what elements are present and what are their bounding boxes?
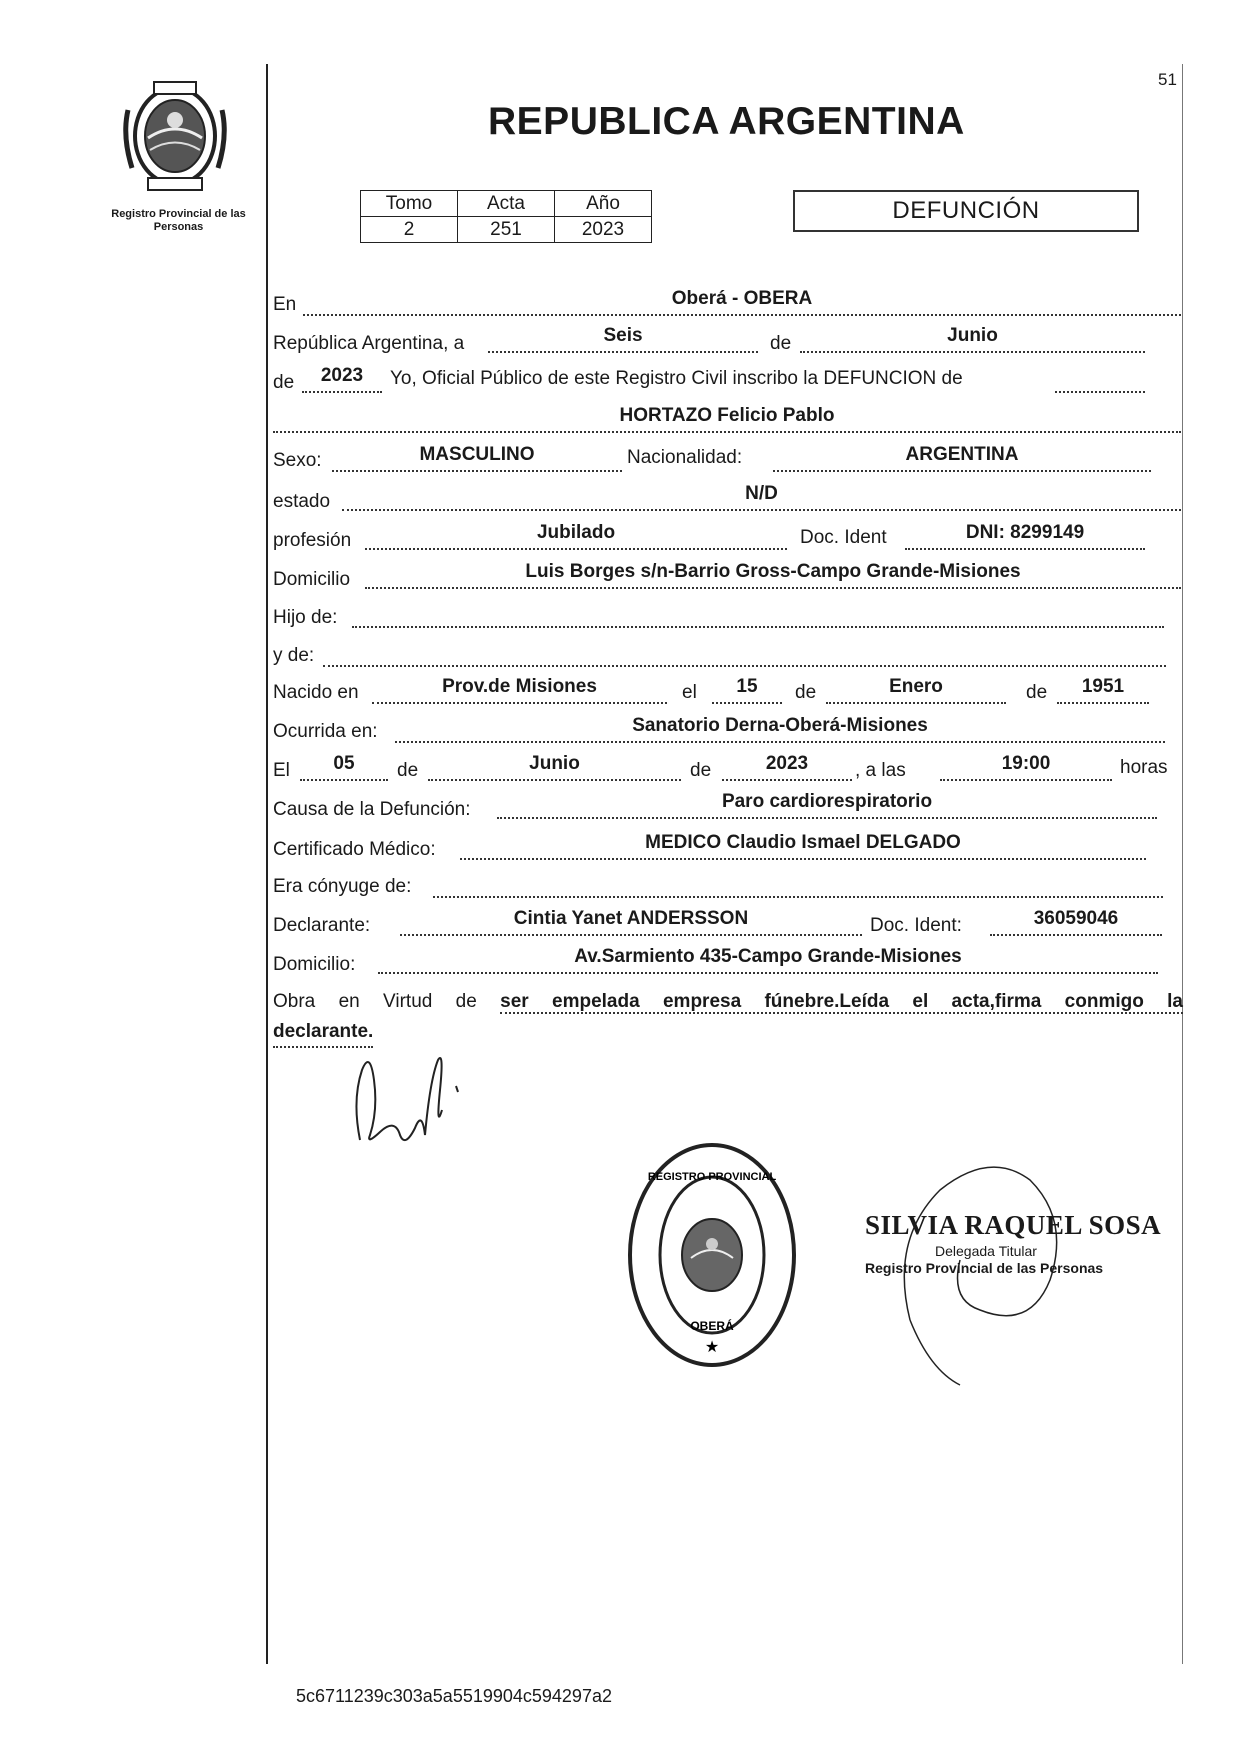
causa-value: Paro cardiorespiratorio bbox=[721, 791, 933, 812]
mes-value: Junio bbox=[947, 325, 998, 346]
obra-label: Obra en Virtud de bbox=[273, 991, 477, 1012]
nac-mes-value: Enero bbox=[889, 676, 943, 697]
acta-header: Acta bbox=[458, 191, 555, 217]
doc-label: Doc. Ident bbox=[800, 527, 887, 548]
svg-text:REGISTRO PROVINCIAL: REGISTRO PROVINCIAL bbox=[647, 1171, 777, 1183]
dia-value: Seis bbox=[603, 325, 643, 346]
official-block bbox=[865, 1210, 1161, 1276]
def-anio-value: 2023 bbox=[765, 753, 809, 774]
inscribo-line bbox=[1055, 367, 1145, 393]
doc-value: DNI: 8299149 bbox=[965, 522, 1085, 543]
decl-domicilio-label: Domicilio: bbox=[273, 954, 356, 975]
nacido-label: Nacido en bbox=[273, 682, 359, 703]
de-label-3: de bbox=[795, 682, 817, 703]
hijo-label: Hijo de: bbox=[273, 607, 338, 628]
conyuge-label: Era cónyuge de: bbox=[273, 876, 412, 897]
right-margin-line bbox=[1182, 64, 1183, 1664]
def-dia-value: 05 bbox=[333, 753, 355, 774]
province-seal bbox=[118, 80, 233, 192]
declarante-label: Declarante: bbox=[273, 915, 371, 936]
certificado-label: Certificado Médico: bbox=[273, 839, 436, 860]
anio-value: 2023 bbox=[320, 365, 364, 386]
de-label-1: de bbox=[770, 333, 792, 354]
nacionalidad-value: ARGENTINA bbox=[905, 444, 1019, 465]
nac-anio-value: 1951 bbox=[1081, 676, 1125, 697]
nac-dia-value: 15 bbox=[736, 676, 758, 697]
ocurrida-label: Ocurrida en: bbox=[273, 721, 378, 742]
declarante-value: Cintia Yanet ANDERSSON bbox=[513, 908, 749, 929]
profesion-value: Jubilado bbox=[536, 522, 616, 543]
en-label: En bbox=[273, 294, 297, 315]
ocurrida-value: Sanatorio Derna-Oberá-Misiones bbox=[632, 715, 928, 736]
profesion-label: profesión bbox=[273, 530, 352, 551]
acta-value: 251 bbox=[458, 217, 555, 243]
decl-doc-label: Doc. Ident: bbox=[870, 915, 962, 936]
estado-value: N/D bbox=[745, 483, 778, 504]
declarant-signature bbox=[340, 1040, 480, 1160]
anio-header: Año bbox=[555, 191, 652, 217]
de-label-4: de bbox=[1026, 682, 1048, 703]
official-name: SILVIA RAQUEL SOSA bbox=[865, 1210, 1162, 1240]
tomo-value: 2 bbox=[361, 217, 458, 243]
registry-table bbox=[360, 190, 652, 243]
lugar-value: Oberá - OBERA bbox=[671, 288, 813, 309]
obra-text: ser empelada empresa fúnebre.Leída el acta,firma conmigo la bbox=[500, 991, 1184, 1012]
alas-label: , a las bbox=[855, 760, 906, 781]
de-label-6: de bbox=[690, 760, 712, 781]
causa-label: Causa de la Defunción: bbox=[273, 799, 471, 820]
official-stamp bbox=[625, 1140, 800, 1370]
svg-text:★: ★ bbox=[704, 1337, 720, 1356]
nacionalidad-label: Nacionalidad: bbox=[627, 447, 743, 468]
def-hora-value: 19:00 bbox=[1001, 753, 1051, 774]
de-label-5: de bbox=[397, 760, 419, 781]
conyuge-line bbox=[433, 872, 1163, 898]
decl-doc-value: 36059046 bbox=[1033, 908, 1119, 929]
tomo-header: Tomo bbox=[361, 191, 458, 217]
republica-label: República Argentina, a bbox=[273, 333, 465, 354]
el-label: el bbox=[682, 682, 697, 703]
el-fecha-label: El bbox=[273, 760, 290, 781]
domicilio-label: Domicilio bbox=[273, 569, 351, 590]
obra-text-continued: declarante. bbox=[273, 1018, 373, 1048]
org-name: Registro Provincial de las Personas bbox=[111, 208, 246, 233]
obra-paragraph bbox=[273, 986, 1183, 1018]
nombre-value: HORTAZO Felicio Pablo bbox=[619, 405, 835, 426]
anio-value: 2023 bbox=[555, 217, 652, 243]
horas-label: horas bbox=[1120, 757, 1168, 778]
def-mes-value: Junio bbox=[529, 753, 580, 774]
left-margin-line bbox=[266, 64, 268, 1664]
official-org: Registro Provincial de las Personas bbox=[865, 1260, 1104, 1276]
certificado-value: MEDICO Claudio Ismael DELGADO bbox=[645, 832, 961, 853]
document-hash: 5c6711239c303a5a5519904c594297a2 bbox=[296, 1686, 612, 1706]
de-label-2: de bbox=[273, 372, 295, 393]
sexo-value: MASCULINO bbox=[419, 444, 535, 465]
document-type-box: DEFUNCIÓN bbox=[793, 190, 1139, 232]
domicilio-value: Luis Borges s/n-Barrio Gross-Campo Grande-Misiones bbox=[525, 561, 1021, 582]
yde-line bbox=[323, 641, 1166, 667]
nacido-value: Prov.de Misiones bbox=[442, 676, 597, 697]
yde-label: y de: bbox=[273, 645, 315, 666]
page-number: 51 bbox=[1158, 70, 1177, 89]
estado-label: estado bbox=[273, 491, 331, 512]
document-title: REPUBLICA ARGENTINA bbox=[488, 100, 965, 143]
hijo-line bbox=[352, 602, 1164, 628]
decl-domicilio-value: Av.Sarmiento 435-Campo Grande-Misiones bbox=[574, 946, 962, 967]
sexo-label: Sexo: bbox=[273, 450, 322, 471]
official-role: Delegada Titular bbox=[935, 1243, 1037, 1259]
inscribo-text: Yo, Oficial Público de este Registro Civil inscribo la DEFUNCION de bbox=[390, 368, 963, 389]
svg-text:OBERÁ: OBERÁ bbox=[690, 1319, 734, 1333]
